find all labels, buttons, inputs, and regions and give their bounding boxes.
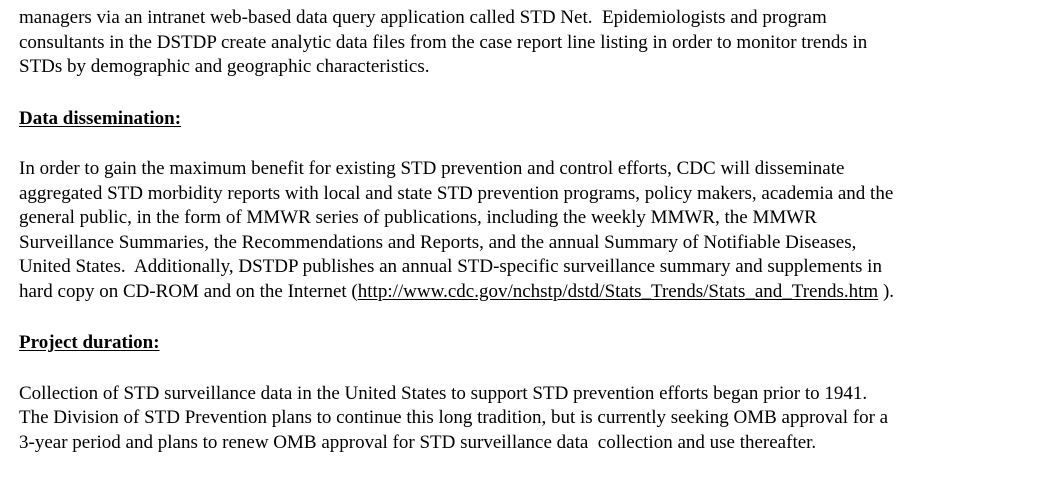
data-dissemination-heading: Data dissemination: [19, 107, 182, 129]
text-line: In order to gain the maximum benefit for existing STD prevention and control efforts, CDC will disseminate [19, 158, 845, 179]
text-line: STDs by demographic and geographic characteristics. [19, 56, 430, 77]
document-page [19, 6, 1041, 455]
text-line: aggregated STD morbidity reports with local and state STD prevention programs, policy makers, academia and the [19, 182, 894, 204]
data-dissemination-paragraph [19, 157, 1041, 304]
text-line: managers via an intranet web-based data query application called STD Net. Epidemiologists and program [19, 7, 827, 28]
text-line: United States. Additionally, DSTDP publishes an annual STD-specific surveillance summary and supplements in [19, 256, 882, 277]
stats-trends-link[interactable]: http://www.cdc.gov/nchstp/dstd/Stats_Trends/Stats_and_Trends.htm [357, 280, 879, 302]
text-line: Collection of STD surveillance data in the United States to support STD prevention efforts began prior to 1941. [19, 382, 868, 404]
intro-paragraph [19, 6, 1041, 80]
link-suffix-text: ). [878, 280, 895, 302]
project-duration-paragraph [19, 382, 1041, 456]
text-line: consultants in the DSTDP create analytic data files from the case report line listing in order to monitor trends in [19, 31, 868, 53]
text-line: Surveillance Summaries, the Recommendations and Reports, and the annual Summary of Notifiable Diseases, [19, 231, 857, 253]
link-prefix-text: hard copy on CD-ROM and on the Internet ( [19, 280, 358, 302]
text-line-with-link [19, 280, 1041, 305]
text-line: 3-year period and plans to renew OMB approval for STD surveillance data collection and use thereafter. [19, 431, 817, 453]
text-line: The Division of STD Prevention plans to continue this long tradition, but is currently seeking OMB approval for a [19, 407, 889, 428]
project-duration-heading: Project duration: [19, 332, 160, 353]
text-line: general public, in the form of MMWR series of publications, including the weekly MMWR, the MMWR [19, 207, 817, 228]
